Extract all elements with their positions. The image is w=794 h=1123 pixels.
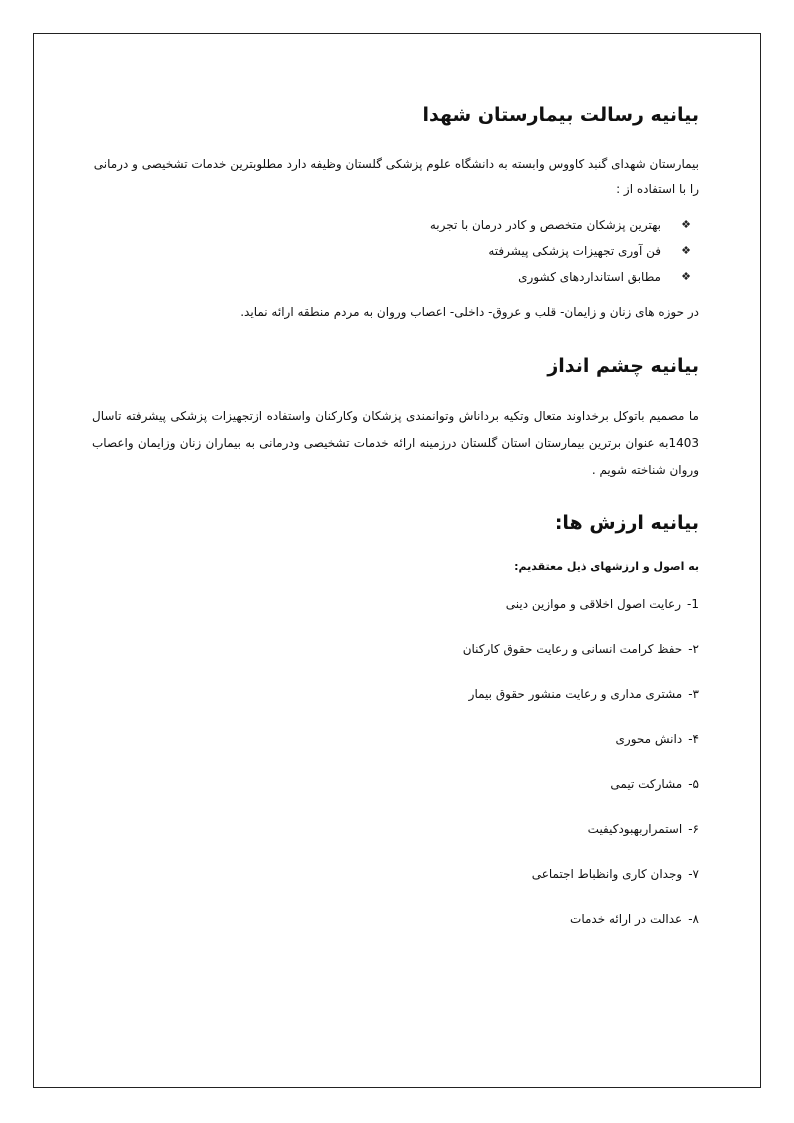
- value-item: [92, 594, 699, 614]
- value-number: ۶-: [688, 822, 699, 836]
- diamond-bullet-icon: ❖: [681, 218, 691, 231]
- value-item: [92, 684, 699, 704]
- bullet-text: بهترین پزشکان متخصص و کادر درمان با تجربه: [429, 218, 661, 232]
- value-item: [92, 639, 699, 659]
- value-text: استمراربهبودکیفیت: [587, 822, 683, 836]
- value-number: 1-: [687, 597, 699, 611]
- value-number: ۵-: [688, 777, 699, 791]
- value-text: عدالت در ارائه خدمات: [570, 912, 683, 926]
- bullet-item: [92, 264, 691, 290]
- mission-bullets: [92, 212, 699, 290]
- mission-text: بیمارستان شهدای گنبد کاووس وابسته به دانشگاه علوم پزشکی گلستان وظیفه دارد مطلوبترین خدمات تشخیصی و درمانی را با استفاده از :: [93, 157, 699, 196]
- vision-text: ما مصمیم باتوکل برخداوند متعال وتکیه برداناش وتوانمندی پزشکان وکارکنان واستفاده ازتجهیزات پزشکی پیشرفته تاسال 1403به عنوان برترین بیمارستان استان گلستان درزمینه ارائه خدمات تشخیصی ودرمانی به بیماران زنان وزایمان واعصاب وروان شناخته شویم .: [92, 409, 699, 477]
- bullet-text: مطابق استانداردهای کشوری: [518, 270, 661, 284]
- value-item: [92, 864, 699, 884]
- value-text: حفظ کرامت انسانی و رعایت حقوق کارکنان: [462, 642, 683, 656]
- value-text: وجدان کاری وانظباط اجتماعی: [531, 867, 683, 881]
- value-item: [92, 729, 699, 749]
- value-number: ۳-: [688, 687, 699, 701]
- vision-title: بیانیه چشم انداز: [547, 355, 699, 377]
- value-text: مشارکت تیمی: [610, 777, 683, 791]
- value-number: ۲-: [688, 642, 699, 656]
- value-item: [92, 774, 699, 794]
- value-text: دانش محوری: [615, 732, 683, 746]
- values-title: بیانیه ارزش ها:: [554, 512, 699, 534]
- value-text: رعایت اصول اخلاقی و موازین دینی: [505, 597, 682, 611]
- values-intro: به اصول و ارزشهای ذیل معتقدیم:: [514, 560, 699, 573]
- mission-areas-text: در حوزه های زنان و زایمان- قلب و عروق- داخلی- اعصاب وروان به مردم منطقه ارائه نماید.: [240, 305, 699, 319]
- bullet-text: فن آوری تجهیزات پزشکی پیشرفته: [488, 244, 661, 258]
- document-body: [92, 100, 699, 954]
- bullet-item: [92, 212, 691, 238]
- value-item: [92, 819, 699, 839]
- values-list: [92, 594, 699, 929]
- value-text: مشتری مداری و رعایت منشور حقوق بیمار: [468, 687, 683, 701]
- diamond-bullet-icon: ❖: [681, 270, 691, 283]
- bullet-item: [92, 238, 691, 264]
- diamond-bullet-icon: ❖: [681, 244, 691, 257]
- value-number: ۸-: [688, 912, 699, 926]
- value-number: ۴-: [688, 732, 699, 746]
- value-number: ۷-: [688, 867, 699, 881]
- value-item: [92, 909, 699, 929]
- mission-title: بیانیه رسالت بیمارستان شهدا: [422, 104, 699, 126]
